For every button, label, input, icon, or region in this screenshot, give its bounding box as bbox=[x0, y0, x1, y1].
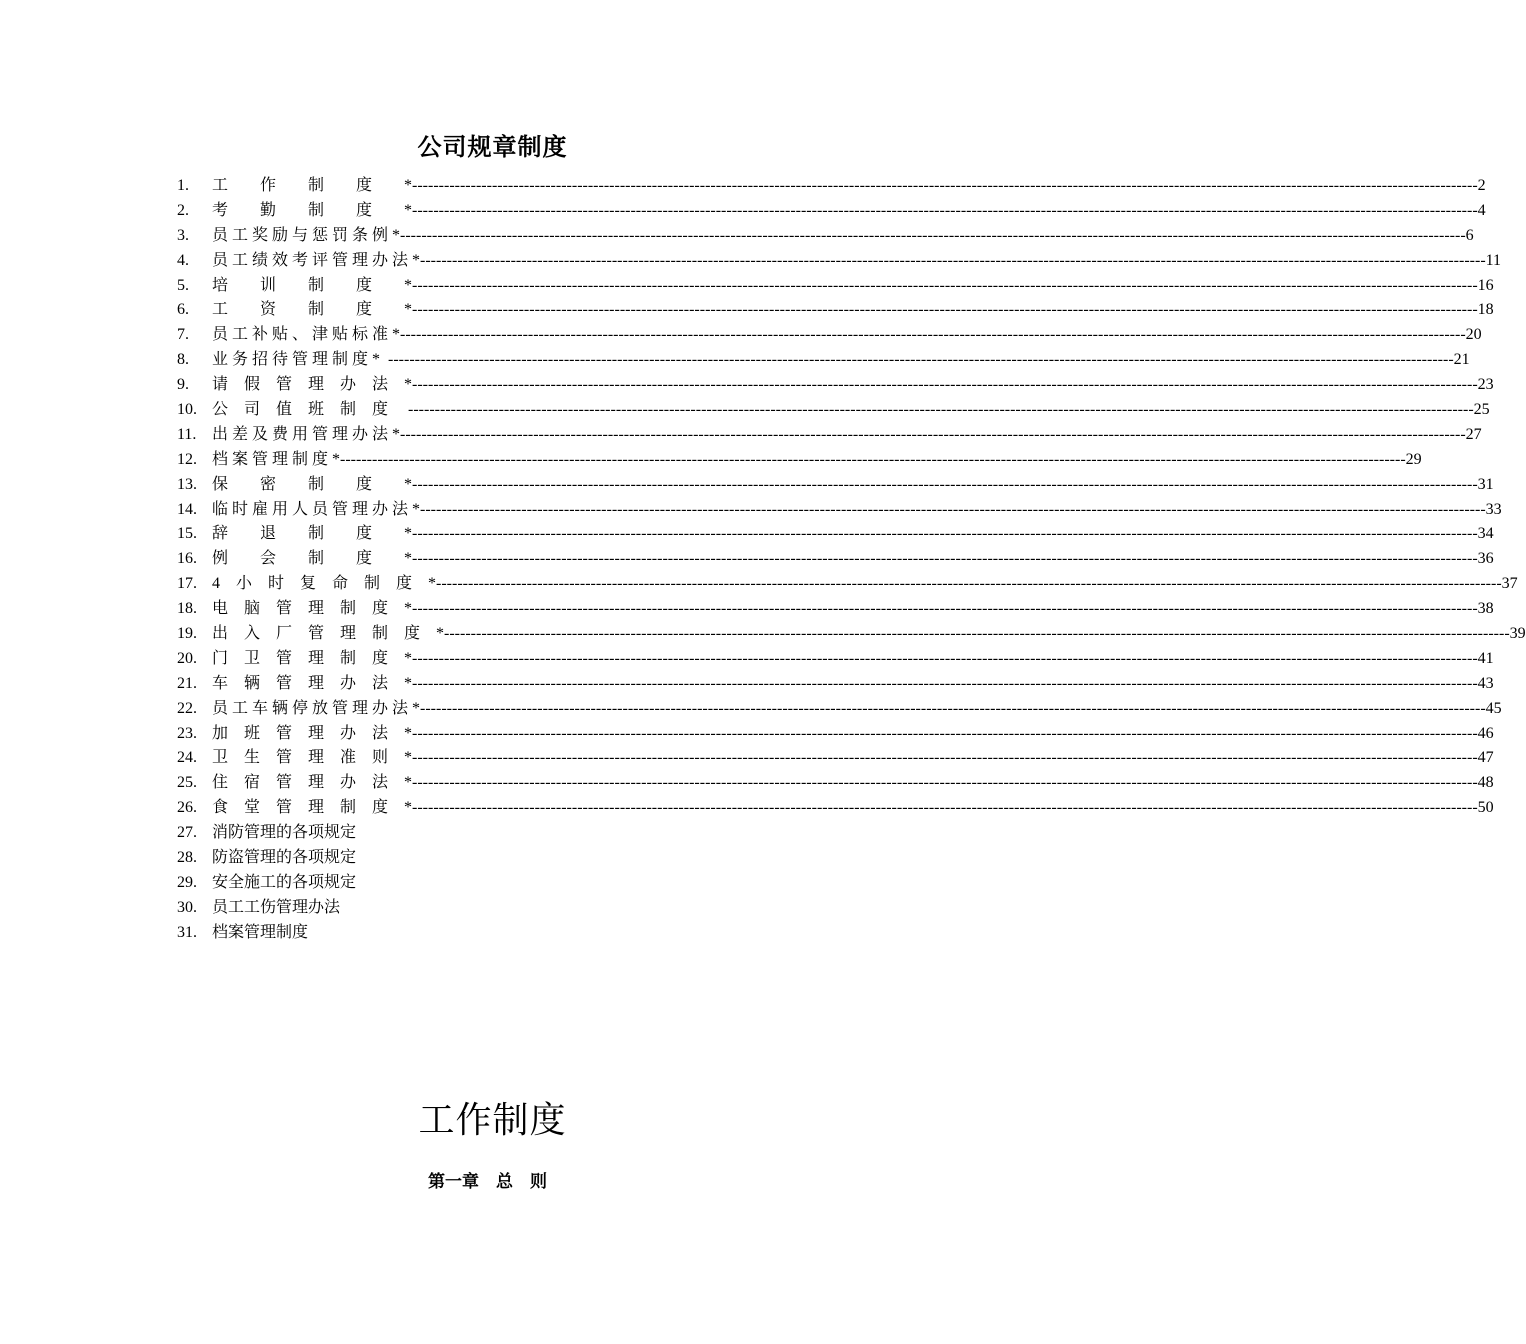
toc-entry-number: 17. bbox=[177, 575, 197, 593]
toc-leader-dashes: -------------------------------------------------------------------------------------------------------------------------------------------------------------------------------------------------------- bbox=[400, 425, 1466, 443]
toc-leader-dashes: -------------------------------------------------------------------------------------------------------------------------------------------------------------------------------------------------------- bbox=[412, 475, 1478, 493]
toc-entry[interactable] bbox=[177, 398, 1490, 423]
toc-entry[interactable] bbox=[177, 697, 1502, 722]
toc-entry-title: 车 辆 管 理 办 法 * bbox=[212, 674, 413, 692]
toc-entry[interactable] bbox=[177, 597, 1494, 622]
toc-entry[interactable] bbox=[177, 224, 1474, 249]
toc-entry-title: 员 工 绩 效 考 评 管 理 办 法 * bbox=[212, 251, 421, 269]
toc-entry-number: 3. bbox=[177, 226, 189, 244]
toc-entry-number: 31. bbox=[177, 923, 197, 941]
toc-entry[interactable] bbox=[177, 846, 807, 871]
toc-leader-dashes: -------------------------------------------------------------------------------------------------------------------------------------------------------------------------------------------------------- bbox=[412, 177, 1478, 194]
toc-entry-page-number: 37 bbox=[1501, 575, 1518, 593]
toc-entry[interactable] bbox=[177, 871, 807, 896]
toc-entry-number: 1. bbox=[177, 177, 189, 194]
toc-entry-title: 门 卫 管 理 制 度 * bbox=[212, 649, 413, 667]
toc-entry-page-number: 47 bbox=[1477, 749, 1494, 767]
toc-entry-page-number: 45 bbox=[1485, 699, 1502, 717]
toc-leader-dashes: -------------------------------------------------------------------------------------------------------------------------------------------------------------------------------------------------------- bbox=[412, 301, 1478, 319]
section-title: 工作制度 bbox=[418, 1100, 567, 1140]
toc-entry-title: 请 假 管 理 办 法 * bbox=[212, 376, 413, 394]
toc-entry-page-number: 18 bbox=[1477, 301, 1494, 319]
toc-entry-page-number: 33 bbox=[1485, 500, 1502, 518]
toc-entry-page-number: 38 bbox=[1477, 600, 1494, 618]
toc-entry-number: 5. bbox=[177, 276, 189, 294]
toc-leader-dashes: -------------------------------------------------------------------------------------------------------------------------------------------------------------------------------------------------------- bbox=[412, 276, 1478, 294]
toc-entry-number: 9. bbox=[177, 376, 189, 394]
toc-entry-number: 2. bbox=[177, 201, 189, 219]
toc-leader-dashes: -------------------------------------------------------------------------------------------------------------------------------------------------------------------------------------------------------- bbox=[408, 401, 1474, 419]
toc-entry-page-number: 2 bbox=[1477, 177, 1486, 194]
toc-entry[interactable] bbox=[177, 174, 1486, 199]
toc-entry-page-number: 4 bbox=[1477, 201, 1486, 219]
toc-entry[interactable] bbox=[177, 821, 807, 846]
toc-entry[interactable] bbox=[177, 373, 1494, 398]
toc-leader-dashes: -------------------------------------------------------------------------------------------------------------------------------------------------------------------------------------------------------- bbox=[444, 625, 1510, 643]
toc-entry-title: 档案管理制度 bbox=[212, 923, 309, 941]
toc-entry-number: 15. bbox=[177, 525, 197, 543]
toc-entry-title: 卫 生 管 理 准 则 * bbox=[212, 749, 413, 767]
toc-entry-number: 4. bbox=[177, 251, 189, 269]
toc-entry-number: 25. bbox=[177, 774, 197, 792]
toc-entry-number: 21. bbox=[177, 674, 197, 692]
toc-entry-title: 工 作 制 度 * bbox=[212, 177, 413, 194]
toc-entry-title: 防盗管理的各项规定 bbox=[212, 849, 357, 867]
document-title: 公司规章制度 bbox=[417, 135, 568, 161]
toc-entry-title: 消防管理的各项规定 bbox=[212, 824, 357, 842]
toc-leader-dashes: -------------------------------------------------------------------------------------------------------------------------------------------------------------------------------------------------------- bbox=[340, 450, 1406, 468]
toc-entry[interactable] bbox=[177, 572, 1518, 597]
toc-entry-number: 6. bbox=[177, 301, 189, 319]
toc-entry-page-number: 43 bbox=[1477, 674, 1494, 692]
toc-entry-number: 28. bbox=[177, 849, 197, 867]
toc-leader-dashes: -------------------------------------------------------------------------------------------------------------------------------------------------------------------------------------------------------- bbox=[412, 550, 1478, 568]
toc-entry-number: 24. bbox=[177, 749, 197, 767]
toc-entry[interactable] bbox=[177, 672, 1494, 697]
toc-leader-dashes: -------------------------------------------------------------------------------------------------------------------------------------------------------------------------------------------------------- bbox=[420, 699, 1486, 717]
toc-entry-page-number: 41 bbox=[1477, 649, 1494, 667]
toc-entry-number: 18. bbox=[177, 600, 197, 618]
toc-entry-title: 档 案 管 理 制 度 * bbox=[212, 450, 341, 468]
toc-entry-title: 工 资 制 度 * bbox=[212, 301, 413, 319]
toc-entry-page-number: 25 bbox=[1473, 401, 1490, 419]
toc-entry-page-number: 27 bbox=[1465, 425, 1482, 443]
toc-entry[interactable] bbox=[177, 622, 1526, 647]
chapter-title: 第一章 总 则 bbox=[428, 1172, 547, 1191]
toc-entry-number: 7. bbox=[177, 326, 189, 344]
toc-entry-page-number: 29 bbox=[1405, 450, 1422, 468]
toc-entry-title: 安全施工的各项规定 bbox=[212, 873, 357, 891]
toc-entry[interactable] bbox=[177, 722, 1494, 747]
toc-entry-page-number: 20 bbox=[1465, 326, 1482, 344]
toc-entry[interactable] bbox=[177, 274, 1494, 299]
toc-entry[interactable] bbox=[177, 298, 1494, 323]
toc-entry-page-number: 50 bbox=[1477, 799, 1494, 817]
toc-entry-title: 电 脑 管 理 制 度 * bbox=[212, 600, 413, 618]
toc-entry[interactable] bbox=[177, 746, 1494, 771]
toc-entry[interactable] bbox=[177, 896, 807, 921]
toc-entry[interactable] bbox=[177, 423, 1482, 448]
toc-entry-number: 11. bbox=[177, 425, 197, 443]
toc-entry[interactable] bbox=[177, 547, 1494, 572]
toc-entry-title: 员工工伤管理办法 bbox=[212, 898, 341, 916]
toc-entry-number: 26. bbox=[177, 799, 197, 817]
toc-entry-page-number: 48 bbox=[1477, 774, 1494, 792]
toc-entry-page-number: 36 bbox=[1477, 550, 1494, 568]
toc-leader-dashes: -------------------------------------------------------------------------------------------------------------------------------------------------------------------------------------------------------- bbox=[412, 674, 1478, 692]
toc-entry-title: 例 会 制 度 * bbox=[212, 550, 413, 568]
toc-entry[interactable] bbox=[177, 199, 1486, 224]
toc-entry-title: 辞 退 制 度 * bbox=[212, 525, 413, 543]
toc-leader-dashes: -------------------------------------------------------------------------------------------------------------------------------------------------------------------------------------------------------- bbox=[412, 774, 1478, 792]
toc-entry-page-number: 31 bbox=[1477, 475, 1494, 493]
toc-entry[interactable] bbox=[177, 348, 1470, 373]
toc-entry-page-number: 39 bbox=[1509, 625, 1526, 643]
toc-leader-dashes: -------------------------------------------------------------------------------------------------------------------------------------------------------------------------------------------------------- bbox=[412, 724, 1478, 742]
toc-entry-number: 8. bbox=[177, 351, 189, 369]
toc-entry-number: 10. bbox=[177, 401, 197, 419]
toc-entry[interactable] bbox=[177, 498, 1502, 523]
toc-leader-dashes: -------------------------------------------------------------------------------------------------------------------------------------------------------------------------------------------------------- bbox=[412, 376, 1478, 394]
toc-leader-dashes: -------------------------------------------------------------------------------------------------------------------------------------------------------------------------------------------------------- bbox=[412, 749, 1478, 767]
toc-entry-number: 22. bbox=[177, 699, 197, 717]
toc-entry-number: 12. bbox=[177, 450, 197, 468]
toc-entry-number: 16. bbox=[177, 550, 197, 568]
toc-entry-title: 培 训 制 度 * bbox=[212, 276, 413, 294]
toc-entry-page-number: 21 bbox=[1453, 351, 1470, 369]
toc-entry-title: 4 小 时 复 命 制 度 * bbox=[212, 575, 437, 593]
toc-entry-number: 19. bbox=[177, 625, 197, 643]
toc-entry-page-number: 46 bbox=[1477, 724, 1494, 742]
toc-entry[interactable] bbox=[177, 771, 1494, 796]
toc-entry-title: 公 司 值 班 制 度 bbox=[212, 401, 409, 419]
toc-entry-number: 29. bbox=[177, 873, 197, 891]
toc-entry-page-number: 23 bbox=[1477, 376, 1494, 394]
toc-entry-title: 员 工 车 辆 停 放 管 理 办 法 * bbox=[212, 699, 421, 717]
toc-leader-dashes: -------------------------------------------------------------------------------------------------------------------------------------------------------------------------------------------------------- bbox=[412, 799, 1478, 817]
toc-entry-page-number: 6 bbox=[1465, 226, 1474, 244]
toc-entry-number: 14. bbox=[177, 500, 197, 518]
toc-entry-number: 27. bbox=[177, 824, 197, 842]
toc-entry-title: 员 工 补 贴 、 津 贴 标 准 * bbox=[212, 326, 401, 344]
toc-leader-dashes: -------------------------------------------------------------------------------------------------------------------------------------------------------------------------------------------------------- bbox=[412, 525, 1478, 543]
toc-entry-number: 30. bbox=[177, 898, 197, 916]
toc-leader-dashes: -------------------------------------------------------------------------------------------------------------------------------------------------------------------------------------------------------- bbox=[400, 326, 1466, 344]
toc-leader-dashes: -------------------------------------------------------------------------------------------------------------------------------------------------------------------------------------------------------- bbox=[388, 351, 1454, 369]
toc-entry[interactable] bbox=[177, 796, 1494, 821]
toc-entry-title: 员 工 奖 励 与 惩 罚 条 例 * bbox=[212, 226, 401, 244]
toc-entry[interactable] bbox=[177, 249, 1502, 274]
toc-entry-title: 出 入 厂 管 理 制 度 * bbox=[212, 625, 445, 643]
toc-entry-title: 加 班 管 理 办 法 * bbox=[212, 724, 413, 742]
toc-entry[interactable] bbox=[177, 921, 807, 946]
toc-entry-title: 考 勤 制 度 * bbox=[212, 201, 413, 219]
toc-entry[interactable] bbox=[177, 448, 1422, 473]
toc-entry-title: 临 时 雇 用 人 员 管 理 办 法 * bbox=[212, 500, 421, 518]
toc-leader-dashes: -------------------------------------------------------------------------------------------------------------------------------------------------------------------------------------------------------- bbox=[412, 649, 1478, 667]
toc-entry-title: 住 宿 管 理 办 法 * bbox=[212, 774, 413, 792]
toc-entry-number: 23. bbox=[177, 724, 197, 742]
toc-entry-title: 保 密 制 度 * bbox=[212, 475, 413, 493]
toc-entry[interactable] bbox=[177, 473, 1494, 498]
toc-entry-page-number: 11 bbox=[1485, 251, 1502, 269]
toc-entry-title: 业 务 招 待 管 理 制 度 * bbox=[212, 351, 389, 369]
toc-leader-dashes: -------------------------------------------------------------------------------------------------------------------------------------------------------------------------------------------------------- bbox=[412, 600, 1478, 618]
toc-entry[interactable] bbox=[177, 647, 1494, 672]
toc-entry[interactable] bbox=[177, 522, 1494, 547]
table-of-contents bbox=[177, 174, 1526, 946]
toc-entry[interactable] bbox=[177, 323, 1482, 348]
toc-leader-dashes: -------------------------------------------------------------------------------------------------------------------------------------------------------------------------------------------------------- bbox=[412, 201, 1478, 219]
toc-entry-page-number: 16 bbox=[1477, 276, 1494, 294]
toc-entry-number: 20. bbox=[177, 649, 197, 667]
toc-leader-dashes: -------------------------------------------------------------------------------------------------------------------------------------------------------------------------------------------------------- bbox=[420, 251, 1486, 269]
toc-leader-dashes: -------------------------------------------------------------------------------------------------------------------------------------------------------------------------------------------------------- bbox=[400, 226, 1466, 244]
toc-leader-dashes: -------------------------------------------------------------------------------------------------------------------------------------------------------------------------------------------------------- bbox=[420, 500, 1486, 518]
toc-entry-title: 食 堂 管 理 制 度 * bbox=[212, 799, 413, 817]
toc-leader-dashes: -------------------------------------------------------------------------------------------------------------------------------------------------------------------------------------------------------- bbox=[436, 575, 1502, 593]
toc-entry-title: 出 差 及 费 用 管 理 办 法 * bbox=[212, 425, 401, 443]
toc-entry-number: 13. bbox=[177, 475, 197, 493]
toc-entry-page-number: 34 bbox=[1477, 525, 1494, 543]
